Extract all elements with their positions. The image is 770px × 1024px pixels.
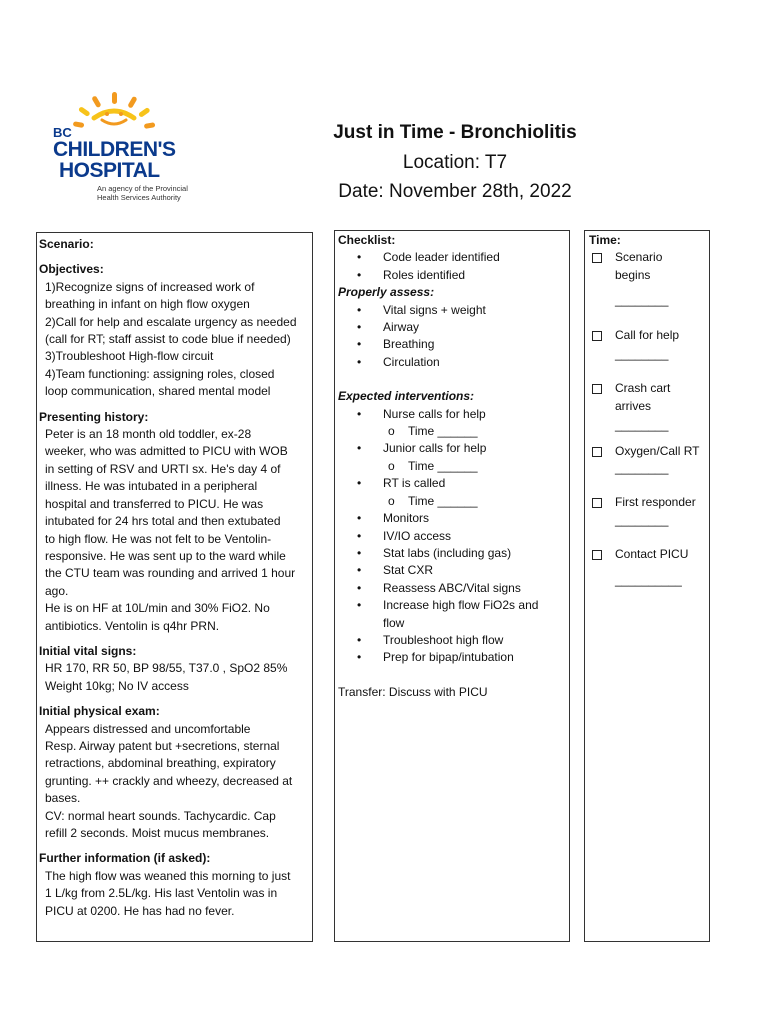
transfer-note: Transfer: Discuss with PICU (338, 684, 488, 699)
text-line: Resp. Airway patent but +secretions, sternal (45, 738, 280, 753)
time-entry-contact-picu (589, 546, 705, 563)
time-box (584, 230, 710, 942)
vitals-heading: Initial vital signs: (39, 643, 137, 658)
text-line: the CTU team was rounding and arrived 1 hour (45, 566, 296, 581)
text-line: responsive. He was sent up to the ward while (45, 548, 286, 563)
checklist-roles (338, 249, 566, 284)
text-line: 1)Recognize signs of increased work of (45, 279, 255, 294)
interventions-list-4 (338, 510, 566, 614)
time-entry-label: Oxygen/Call RT (615, 443, 700, 458)
text-line: 2)Call for help and escalate urgency as needed (45, 314, 297, 329)
time-entry-label: arrives (615, 398, 652, 413)
text-line: loop communication, shared mental model (45, 384, 271, 399)
time-entry-label: Crash cart (615, 381, 671, 396)
interventions-heading: Expected interventions: (338, 389, 475, 404)
time-entry-call-for-help (589, 327, 705, 344)
time-entry-label: begins (615, 267, 651, 282)
list-item: • Breathing (338, 336, 566, 353)
checkbox-icon[interactable] (592, 384, 602, 394)
logo-wordmark (53, 126, 176, 181)
interventions-list-2 (338, 440, 566, 457)
logo-tagline-2: Health Services Authority (97, 193, 181, 202)
date: Date: November 28th, 2022 (338, 181, 572, 202)
time-entry-blank[interactable]: ________ (615, 461, 669, 476)
text-line: antibiotics. Ventolin is q4hr PRN. (45, 618, 220, 633)
text-line: PICU at 0200. He has had no fever. (45, 903, 235, 918)
time-entry-label: Call for help (615, 327, 680, 342)
logo-tagline-1: An agency of the Provincial (97, 184, 188, 193)
text-line: illness. He was intubated in a peripheral (45, 479, 258, 494)
time-entry-first-responder (589, 494, 705, 511)
interventions-list-5 (338, 632, 566, 667)
time-entry-label: First responder (615, 495, 696, 510)
list-item: • Reassess ABC/Vital signs (338, 580, 566, 597)
time-entry-scenario (589, 249, 705, 284)
text-line: to high flow. He was not felt to be Ventolin- (45, 531, 272, 546)
list-item: • Prep for bipap/intubation (338, 649, 566, 666)
vitals-text (39, 660, 310, 695)
assess-list (338, 302, 566, 372)
document-title: Just in Time - Bronchiolitis (333, 122, 577, 143)
exam-heading: Initial physical exam: (39, 704, 160, 719)
list-item: • Airway (338, 319, 566, 336)
text-line: hospital and transferred to PICU. He was (45, 496, 264, 511)
list-item: • RT is called (338, 475, 566, 492)
checkbox-icon[interactable] (592, 550, 602, 560)
exam-text (39, 721, 310, 843)
time-entry-oxygen (589, 443, 705, 460)
time-entry-blank[interactable]: ________ (615, 512, 669, 527)
list-item: • Junior calls for help (338, 440, 566, 457)
time-blank: o Time ______ (338, 493, 566, 510)
logo-bc: BC (53, 125, 72, 140)
list-item: • IV/IO access (338, 528, 566, 545)
time-entry-blank[interactable]: ________ (615, 347, 669, 362)
sun-icon (73, 92, 156, 129)
list-item: • Code leader identified (338, 249, 566, 266)
text-line: weeker, who was admitted to PICU with WOB (45, 444, 288, 459)
list-item: • Roles identified (338, 267, 566, 284)
text-line: Appears distressed and uncomfortable (45, 721, 251, 736)
text-line: bases. (45, 791, 81, 806)
text-line: CV: normal heart sounds. Tachycardic. Cap (45, 808, 276, 823)
interventions-list (338, 406, 566, 423)
time-entry-blank[interactable]: ________ (615, 418, 669, 433)
text-line: (call for RT; staff assist to code blue if needed) (45, 332, 291, 347)
text-line: retractions, abdominal breathing, expiratory (45, 756, 276, 771)
checkbox-icon[interactable] (592, 498, 602, 508)
logo-hospital: HOSPITAL (59, 159, 160, 182)
time-blank: o Time ______ (338, 423, 566, 440)
text-line: Peter is an 18 month old toddler, ex-28 (45, 427, 252, 442)
checkbox-icon[interactable] (592, 331, 602, 341)
list-item: • Circulation (338, 354, 566, 371)
logo-tagline (97, 184, 188, 202)
checkbox-icon[interactable] (592, 447, 602, 457)
scenario-box (36, 232, 313, 942)
checklist-box (334, 230, 570, 942)
checklist-heading: Checklist: (338, 233, 396, 247)
list-item-continuation: flow (383, 615, 405, 630)
list-item: • Troubleshoot high flow (338, 632, 566, 649)
assess-heading: Properly assess: (338, 285, 435, 300)
text-line: refill 2 seconds. Moist mucus membranes. (45, 826, 270, 840)
text-line: grunting. ++ crackly and wheezy, decreased at (45, 773, 293, 788)
list-item: • Vital signs + weight (338, 302, 566, 319)
text-line: breathing in infant on high flow oxygen (45, 297, 250, 312)
text-line: HR 170, RR 50, BP 98/55, T37.0 , SpO2 85% (45, 661, 288, 676)
interventions-list-3 (338, 475, 566, 492)
text-line: intubated for 24 hrs total and then extubated (45, 514, 281, 529)
time-entry-blank[interactable]: __________ (615, 572, 682, 587)
list-item: • Stat CXR (338, 562, 566, 579)
time-blank: o Time ______ (338, 458, 566, 475)
checkbox-icon[interactable] (592, 253, 602, 263)
text-line: 4)Team functioning: assigning roles, closed (45, 366, 275, 381)
document-header (300, 118, 610, 206)
location: Location: T7 (402, 152, 508, 173)
time-entry-crash-cart (589, 380, 705, 415)
further-text (39, 868, 310, 920)
objectives-heading: Objectives: (39, 262, 104, 277)
further-heading: Further information (if asked): (39, 851, 211, 866)
text-line: He is on HF at 10L/min and 30% FiO2. No (45, 601, 270, 616)
logo-childrens: CHILDREN'S (53, 138, 176, 161)
text-line: 1 L/kg from 2.5L/kg. His last Ventolin was in (45, 886, 278, 901)
time-entry-blank[interactable]: ________ (615, 293, 669, 308)
list-item: • Nurse calls for help (338, 406, 566, 423)
objectives-text (39, 279, 310, 401)
text-line: in setting of RSV and URTI sx. He's day 4 of (45, 461, 281, 476)
history-text (39, 426, 310, 635)
history-heading: Presenting history: (39, 409, 149, 424)
time-entry-label: Contact PICU (615, 547, 689, 562)
list-item: • Monitors (338, 510, 566, 527)
time-heading: Time: (589, 233, 621, 247)
text-line: ago. (45, 583, 69, 598)
time-entry-label: Scenario (615, 250, 663, 265)
scenario-heading: Scenario: (39, 237, 94, 251)
list-item: • Increase high flow FiO2s and (338, 597, 566, 614)
text-line: Weight 10kg; No IV access (45, 678, 189, 693)
text-line: The high flow was weaned this morning to just (45, 868, 291, 883)
list-item: • Stat labs (including gas) (338, 545, 566, 562)
text-line: 3)Troubleshoot High-flow circuit (45, 349, 214, 364)
